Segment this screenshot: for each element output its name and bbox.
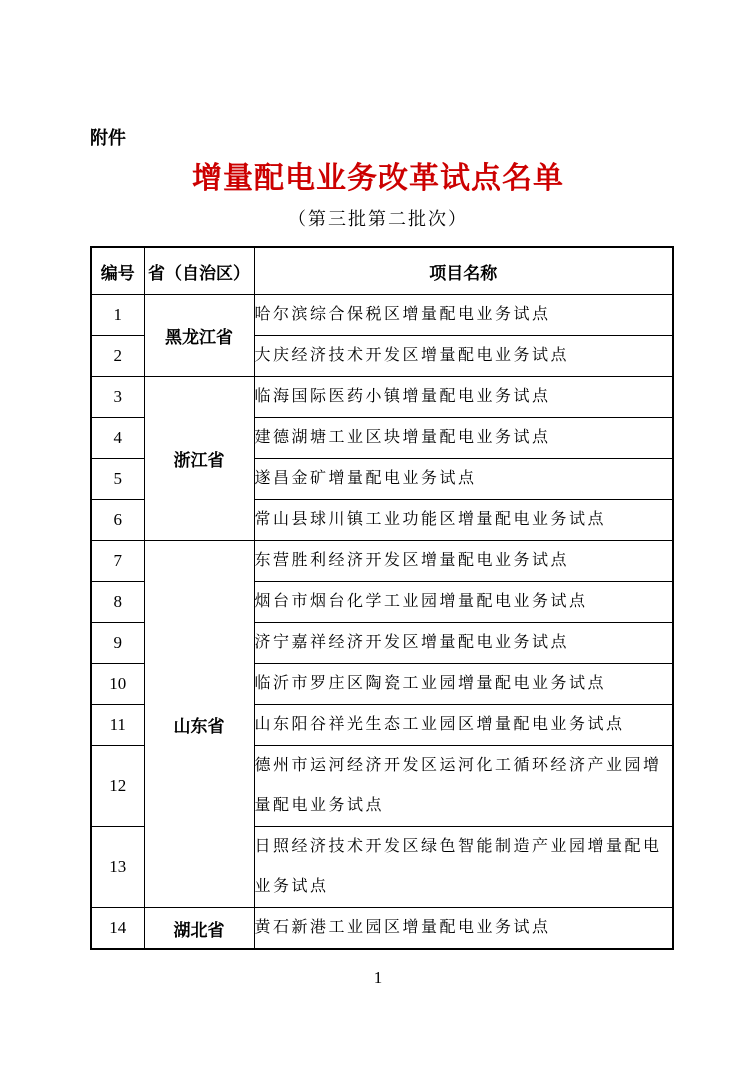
project-cell: 遂昌金矿增量配电业务试点 xyxy=(254,459,673,500)
row-number: 2 xyxy=(91,336,144,377)
header-number: 编号 xyxy=(91,247,144,295)
page-number: 1 xyxy=(373,968,383,987)
row-number: 14 xyxy=(91,908,144,950)
table-row xyxy=(91,377,673,418)
row-number: 1 xyxy=(91,295,144,336)
province-cell: 浙江省 xyxy=(144,377,254,541)
row-number: 13 xyxy=(91,827,144,908)
table-row xyxy=(91,908,673,950)
row-number: 12 xyxy=(91,746,144,827)
project-cell: 德州市运河经济开发区运河化工循环经济产业园增量配电业务试点 xyxy=(254,746,673,827)
header-project-name: 项目名称 xyxy=(254,247,673,295)
project-cell: 黄石新港工业园区增量配电业务试点 xyxy=(254,908,673,950)
row-number: 10 xyxy=(91,664,144,705)
row-number: 4 xyxy=(91,418,144,459)
table-row xyxy=(91,541,673,582)
document-subtitle: （第三批第二批次） xyxy=(288,209,468,229)
table-header-row xyxy=(91,247,673,295)
project-cell: 济宁嘉祥经济开发区增量配电业务试点 xyxy=(254,623,673,664)
project-cell: 大庆经济技术开发区增量配电业务试点 xyxy=(254,336,673,377)
project-cell: 东营胜利经济开发区增量配电业务试点 xyxy=(254,541,673,582)
row-number: 7 xyxy=(91,541,144,582)
row-number: 6 xyxy=(91,500,144,541)
row-number: 5 xyxy=(91,459,144,500)
row-number: 8 xyxy=(91,582,144,623)
project-cell: 山东阳谷祥光生态工业园区增量配电业务试点 xyxy=(254,705,673,746)
project-cell: 烟台市烟台化学工业园增量配电业务试点 xyxy=(254,582,673,623)
table-row xyxy=(91,295,673,336)
header-province: 省（自治区） xyxy=(144,247,254,295)
row-number: 9 xyxy=(91,623,144,664)
project-cell: 常山县球川镇工业功能区增量配电业务试点 xyxy=(254,500,673,541)
row-number: 11 xyxy=(91,705,144,746)
project-cell: 日照经济技术开发区绿色智能制造产业园增量配电业务试点 xyxy=(254,827,673,908)
province-cell: 黑龙江省 xyxy=(144,295,254,377)
attachment-label: 附件 xyxy=(90,128,126,148)
project-cell: 临海国际医药小镇增量配电业务试点 xyxy=(254,377,673,418)
pilot-projects-table xyxy=(90,246,674,950)
document-title: 增量配电业务改革试点名单 xyxy=(192,162,564,195)
project-cell: 建德湖塘工业区块增量配电业务试点 xyxy=(254,418,673,459)
province-cell: 湖北省 xyxy=(144,908,254,950)
project-cell: 哈尔滨综合保税区增量配电业务试点 xyxy=(254,295,673,336)
province-cell: 山东省 xyxy=(144,541,254,908)
row-number: 3 xyxy=(91,377,144,418)
project-cell: 临沂市罗庄区陶瓷工业园增量配电业务试点 xyxy=(254,664,673,705)
